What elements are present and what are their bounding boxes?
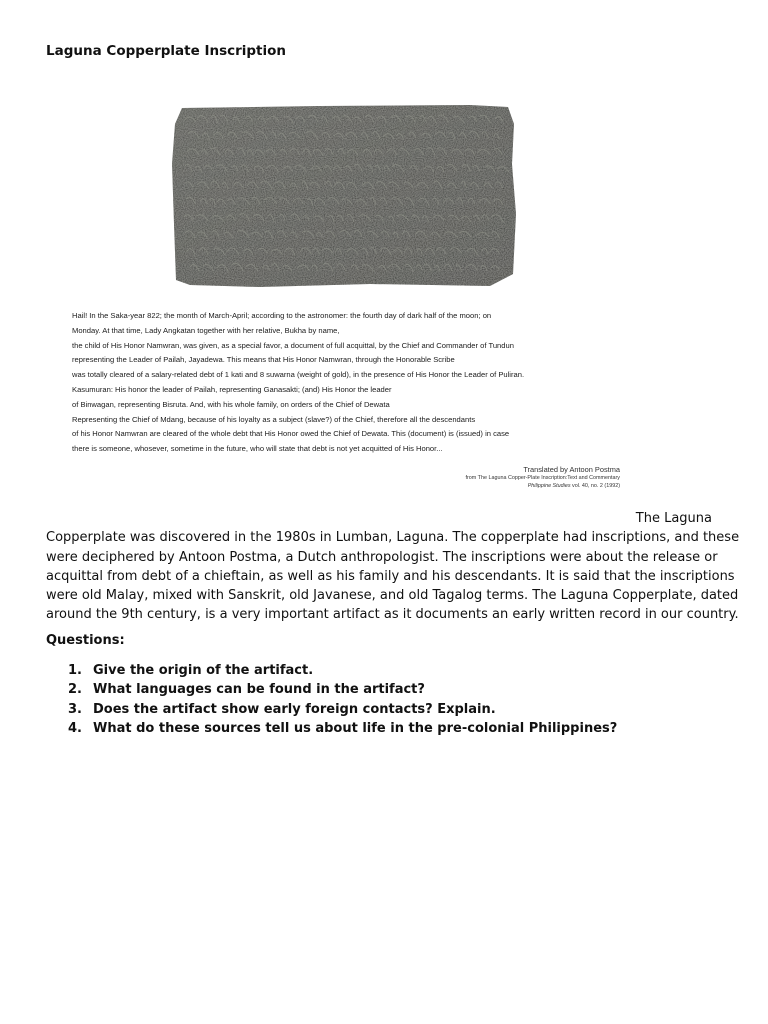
description-paragraph xyxy=(46,509,740,625)
paragraph-line: acquittal from debt of a chieftain, as well as his family and his descendants. It is said that the inscriptions xyxy=(46,568,735,584)
translation-line: of his Honor Namwran are cleared of the whole debt that His Honor owed the Chief of Dewata. This (document) is (issued) in case xyxy=(72,429,510,439)
translation-line: Monday. At that time, Lady Angkatan together with her relative, Bukha by name, xyxy=(72,325,340,335)
question-number: 4. xyxy=(68,720,82,736)
questions-heading: Questions: xyxy=(46,633,125,648)
question-text: Give the origin of the artifact. xyxy=(93,663,314,678)
questions-list xyxy=(68,661,617,738)
journal-name: Philippine Studies xyxy=(527,482,571,489)
translation-credit xyxy=(465,465,620,490)
question-item xyxy=(68,661,617,680)
source-journal xyxy=(465,483,620,491)
translation-line: the child of His Honor Namwran, was given, as a special favor, a document of full acquittal, by the Chief and Commander of Tundun xyxy=(72,340,514,350)
question-text: What do these sources tell us about life in the pre-colonial Philippines? xyxy=(93,720,618,736)
document-title: Laguna Copperplate Inscription xyxy=(46,43,287,59)
question-number: 2. xyxy=(68,682,82,698)
question-number: 3. xyxy=(68,701,82,717)
paragraph-line: Copperplate was discovered in the 1980s in Lumban, Laguna. The copperplate had inscriptions, and these xyxy=(46,530,740,546)
translation-line: was totally cleared of a salary-related debt of 1 kati and 8 suwarna (weight of gold), in the presence of His Honor the Leader of Puliran. xyxy=(72,370,525,380)
question-item xyxy=(68,719,617,738)
laguna-copperplate-photo xyxy=(170,104,518,288)
inscription-translation xyxy=(72,309,632,457)
translation-line: Hail! In the Saka-year 822; the month of March-April; according to the astronomer: the fourth day of dark half of the moon; on xyxy=(72,311,492,320)
paragraph-line: The Laguna xyxy=(635,511,712,526)
question-text: What languages can be found in the artifact? xyxy=(93,682,425,698)
paragraph-line: were deciphered by Antoon Postma, a Dutch anthropologist. The inscriptions were about the release or xyxy=(46,549,718,565)
paragraph-line: around the 9th century, is a very important artifact as it documents an early written record in our country. xyxy=(46,607,739,623)
translation-line: representing the Leader of Pailah, Jayadewa. This means that His Honor Namwran, through the Honorable Scribe xyxy=(72,355,455,365)
journal-volume: vol. 40, no. 2 (1992) xyxy=(572,482,620,489)
translation-line: Representing the Chief of Mdang, because of his loyalty as a subject (slave?) of the Chief, therefore all the descendants xyxy=(72,414,476,424)
question-item xyxy=(68,700,617,719)
translation-line: of Binwagan, representing Bisruta. And, with his whole family, on orders of the Chief of Dewata xyxy=(72,399,390,409)
question-item xyxy=(68,680,617,699)
question-number: 1. xyxy=(68,663,82,678)
translation-line: Kasumuran: His honor the leader of Pailah, representing Ganasakti; (and) His Honor the leader xyxy=(72,384,392,394)
question-text: Does the artifact show early foreign contacts? Explain. xyxy=(93,701,496,717)
paragraph-line: were old Malay, mixed with Sanskrit, old Javanese, and old Tagalog terms. The Laguna Copperplate, dated xyxy=(46,588,739,604)
translator-credit: Translated by Antoon Postma xyxy=(523,465,620,474)
source-title: from The Laguna Copper-Plate Inscription:Text and Commentary xyxy=(465,475,620,481)
translation-line: there is someone, whosever, sometime in the future, who will state that debt is not yet acquitted of His Honor... xyxy=(72,444,443,454)
